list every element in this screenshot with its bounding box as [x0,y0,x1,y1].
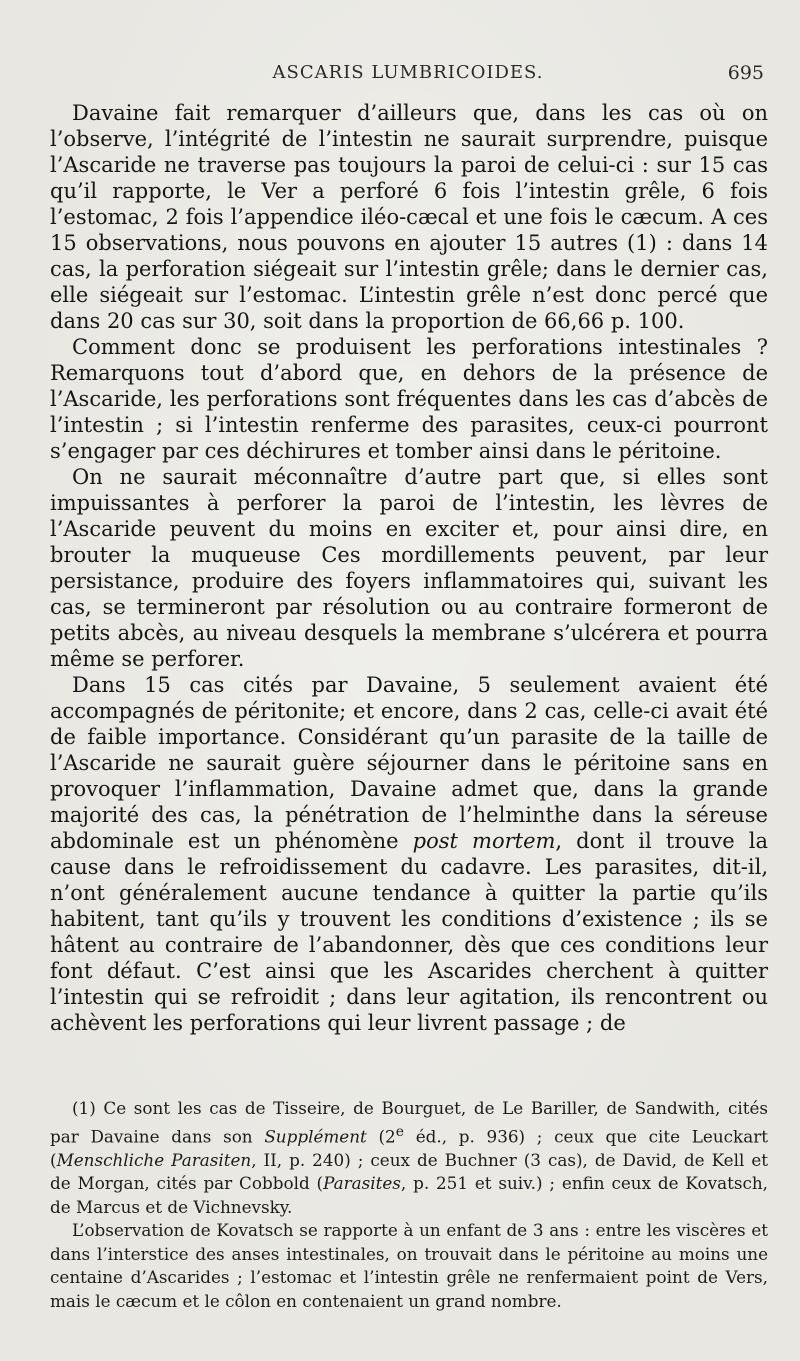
footnote-1 [50,1097,768,1219]
footnote-continuation: L’observation de Kovatsch se rapporte à un enfant de 3 ans : entre les viscères et dans l’interstice des anses intestinales, on trouvait dans le péritoine au moins une centaine d’Ascarides ; l’estomac et l’intestin grêle ne renfermaient point de Vers, mais le cæcum et le côlon en contenaient un grand nombre. [50,1220,768,1311]
paragraph-text: Comment donc se produisent les perforations intestinales ? Remarquons tout d’abord que, en dehors de la présence de l’Ascaride, les perforations sont fréquentes dans les cas d’abcès de l’intestin ; si l’intestin renferme des parasites, ceux-ci pourront s’engager par ces déchirures et tomber ainsi dans le péritoine. [50,335,768,463]
paragraph [50,334,768,464]
superscript: e [395,1123,405,1140]
paragraph-text: , dont il trouve la cause dans le refroidissement du cadavre. Les parasites, dit-il, n’ont généralement aucune tendance à quitter la partie qu’ils habitent, tant qu’ils y trouvent les conditions d’existence ; ils se hâtent au contraire de l’abandonner, dès que ces conditions leur font défaut. C’est ainsi que les Ascarides cherchent à quitter l’intestin qui se refroidit ; dans leur agitation, ils rencontrent ou achèvent les perforations qui leur livrent passage ; de [50,829,768,1035]
footnote-text: , p. 251 et suiv.) ; enfin ceux de Kovatsch, de Marcus et de Vichnevsky. [50,1173,768,1217]
footnote-text: (2 [366,1126,396,1147]
italic-title: Supplément [264,1126,367,1147]
paragraph [50,100,768,334]
page-header [52,62,764,88]
paragraph-text: On ne saurait méconnaître d’autre part que, si elles sont impuissantes à perforer la paroi de l’intestin, les lèvres de l’Ascaride peuvent du moins en exciter et, pour ainsi dire, en brouter la muqueuse Ces mordillements peuvent, par leur persistance, produire des foyers inflammatoires qui, suivant les cas, se termineront par résolution ou au contraire formeront de petits abcès, au niveau desquels la membrane s’ulcérera et pourra même se perforer. [50,465,768,671]
running-title: ASCARIS LUMBRICOIDES. [272,62,544,83]
paragraph [50,464,768,672]
italic-title: Parasites [323,1173,401,1194]
main-text [50,100,768,1036]
paragraph-text: Davaine fait remarquer d’ailleurs que, dans les cas où on l’observe, l’intégrité de l’intestin ne saurait surprendre, puisque l’Ascaride ne traverse pas toujours la paroi de celui-ci : sur 15 cas qu’il rapporte, le Ver a perforé 6 fois l’intestin grêle, 6 fois l’estomac, 2 fois l’appendice iléo-cæcal et une fois le cæcum. A ces 15 observations, nous pouvons en ajouter 15 autres (1) : dans 14 cas, la perforation siégeait sur l’intestin grêle; dans le dernier cas, elle siégeait sur l’estomac. L’intestin grêle n’est donc percé que dans 20 cas sur 30, soit dans la proportion de 66,66 p. 100. [50,101,768,333]
italic-term: post mortem [412,829,556,853]
italic-title: Menschliche Parasiten [56,1149,252,1170]
paragraph-text: Dans 15 cas cités par Davaine, 5 seulement avaient été accompagnés de péritonite; et encore, dans 2 cas, celle-ci avait été de faible importance. Considérant qu’un parasite de la taille de l’Ascaride ne saurait guère séjourner dans le péritoine sans en provoquer l’inflammation, Davaine admet que, dans la grande majorité des cas, la pénétration de l’helminthe dans la séreuse abdominale est un phénomène [50,673,768,853]
paragraph [50,672,768,1036]
footnote-text: (1) Ce sont les cas de Tisseire, de Bourguet, de Le Bariller, de Sandwith, cités par Davaine dans son [50,1098,768,1147]
footnote-text: éd., p. 936) ; ceux que cite Leuckart ( [50,1126,768,1170]
page-number: 695 [727,62,764,84]
footnotes [50,1097,768,1313]
footnote-text: , II, p. 240) ; ceux de Buchner (3 cas), de David, de Kell et de Morgan, cités par Cobbold ( [50,1149,768,1194]
